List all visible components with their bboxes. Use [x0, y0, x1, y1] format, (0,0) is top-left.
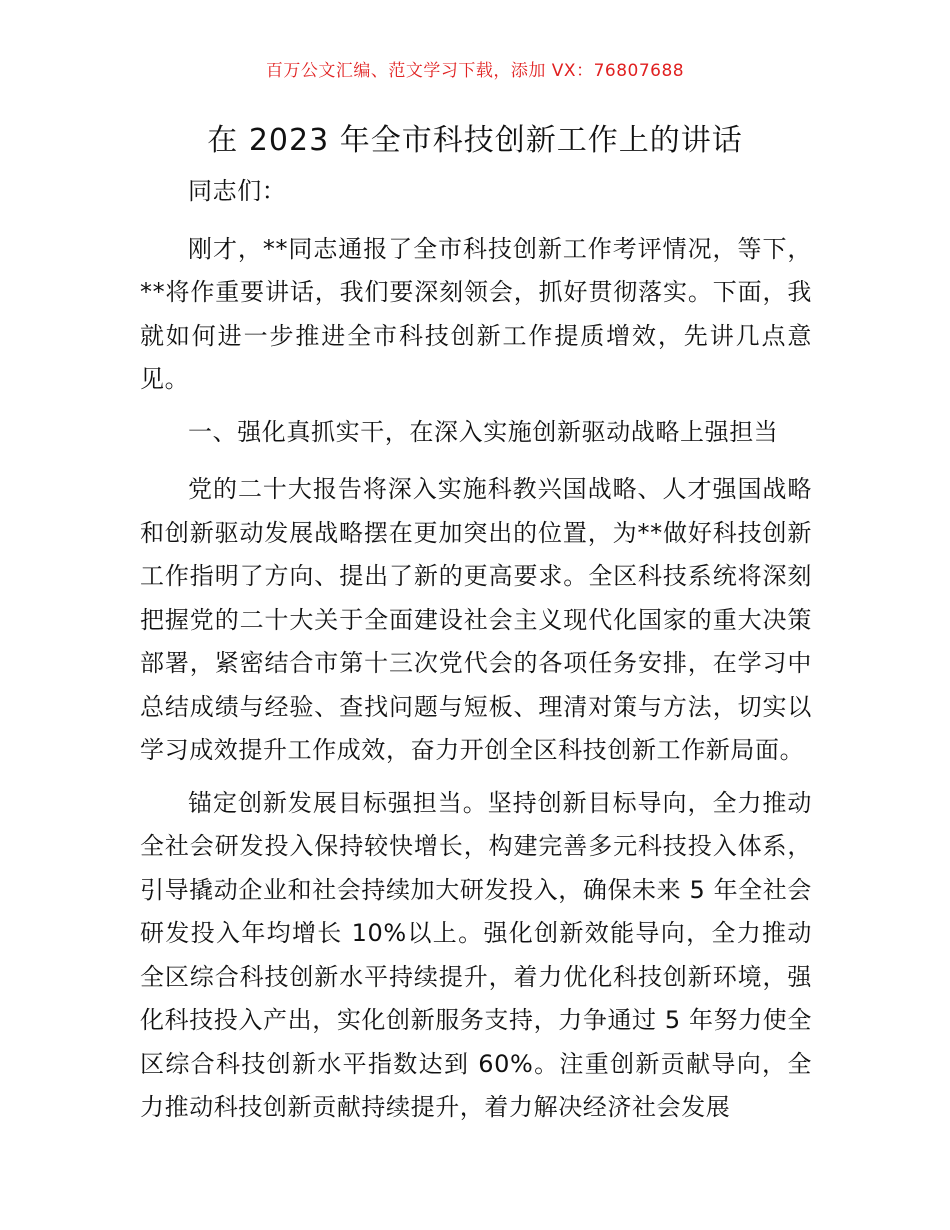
document-body: [140, 170, 812, 1139]
document-title: 在 2023 年全市科技创新工作上的讲话: [207, 123, 743, 158]
paragraph-intro: 刚才，**同志通报了全市科技创新工作考评情况，等下，**将作重要讲话，我们要深刻领会，抓好贯彻落实。下面，我就如何进一步推进全市科技创新工作提质增效，先讲几点意见。: [140, 234, 812, 393]
paragraph-goals: 锚定创新发展目标强担当。坚持创新目标导向，全力推动全社会研发投入保持较快增长，构建完善多元科技投入体系，引导撬动企业和社会持续加大研发投入，确保未来 5 年全社会研发投入年均增长 10%以上。强化创新效能导向，全力推动全区综合科技创新水平持续提升，着力优化科技创新环境，强化科技投入产出，实化创新服务支持，力争通过 5 年努力使全区综合科技创新水平指数达到 60%。注重创新贡献导向，全力推动科技创新贡献持续提升，着力解决经济社会发展: [140, 788, 812, 1121]
paragraph-context: 党的二十大报告将深入实施科教兴国战略、人才强国战略和创新驱动发展战略摆在更加突出的位置，为**做好科技创新工作指明了方向、提出了新的更高要求。全区科技系统将深刻把握党的二十大关于全面建设社会主义现代化国家的重大决策部署，紧密结合市第十三次党代会的各项任务安排，在学习中总结成绩与经验、查找问题与短板、理清对策与方法，切实以学习成效提升工作成效，奋力开创全区科技创新工作新局面。: [140, 475, 812, 764]
section-heading: 一、强化真抓实干，在深入实施创新驱动战略上强担当: [188, 417, 779, 446]
watermark-text: 百万公文汇编、范文学习下载，添加 VX：76807688: [265, 61, 685, 81]
greeting: 同志们：: [188, 177, 287, 205]
